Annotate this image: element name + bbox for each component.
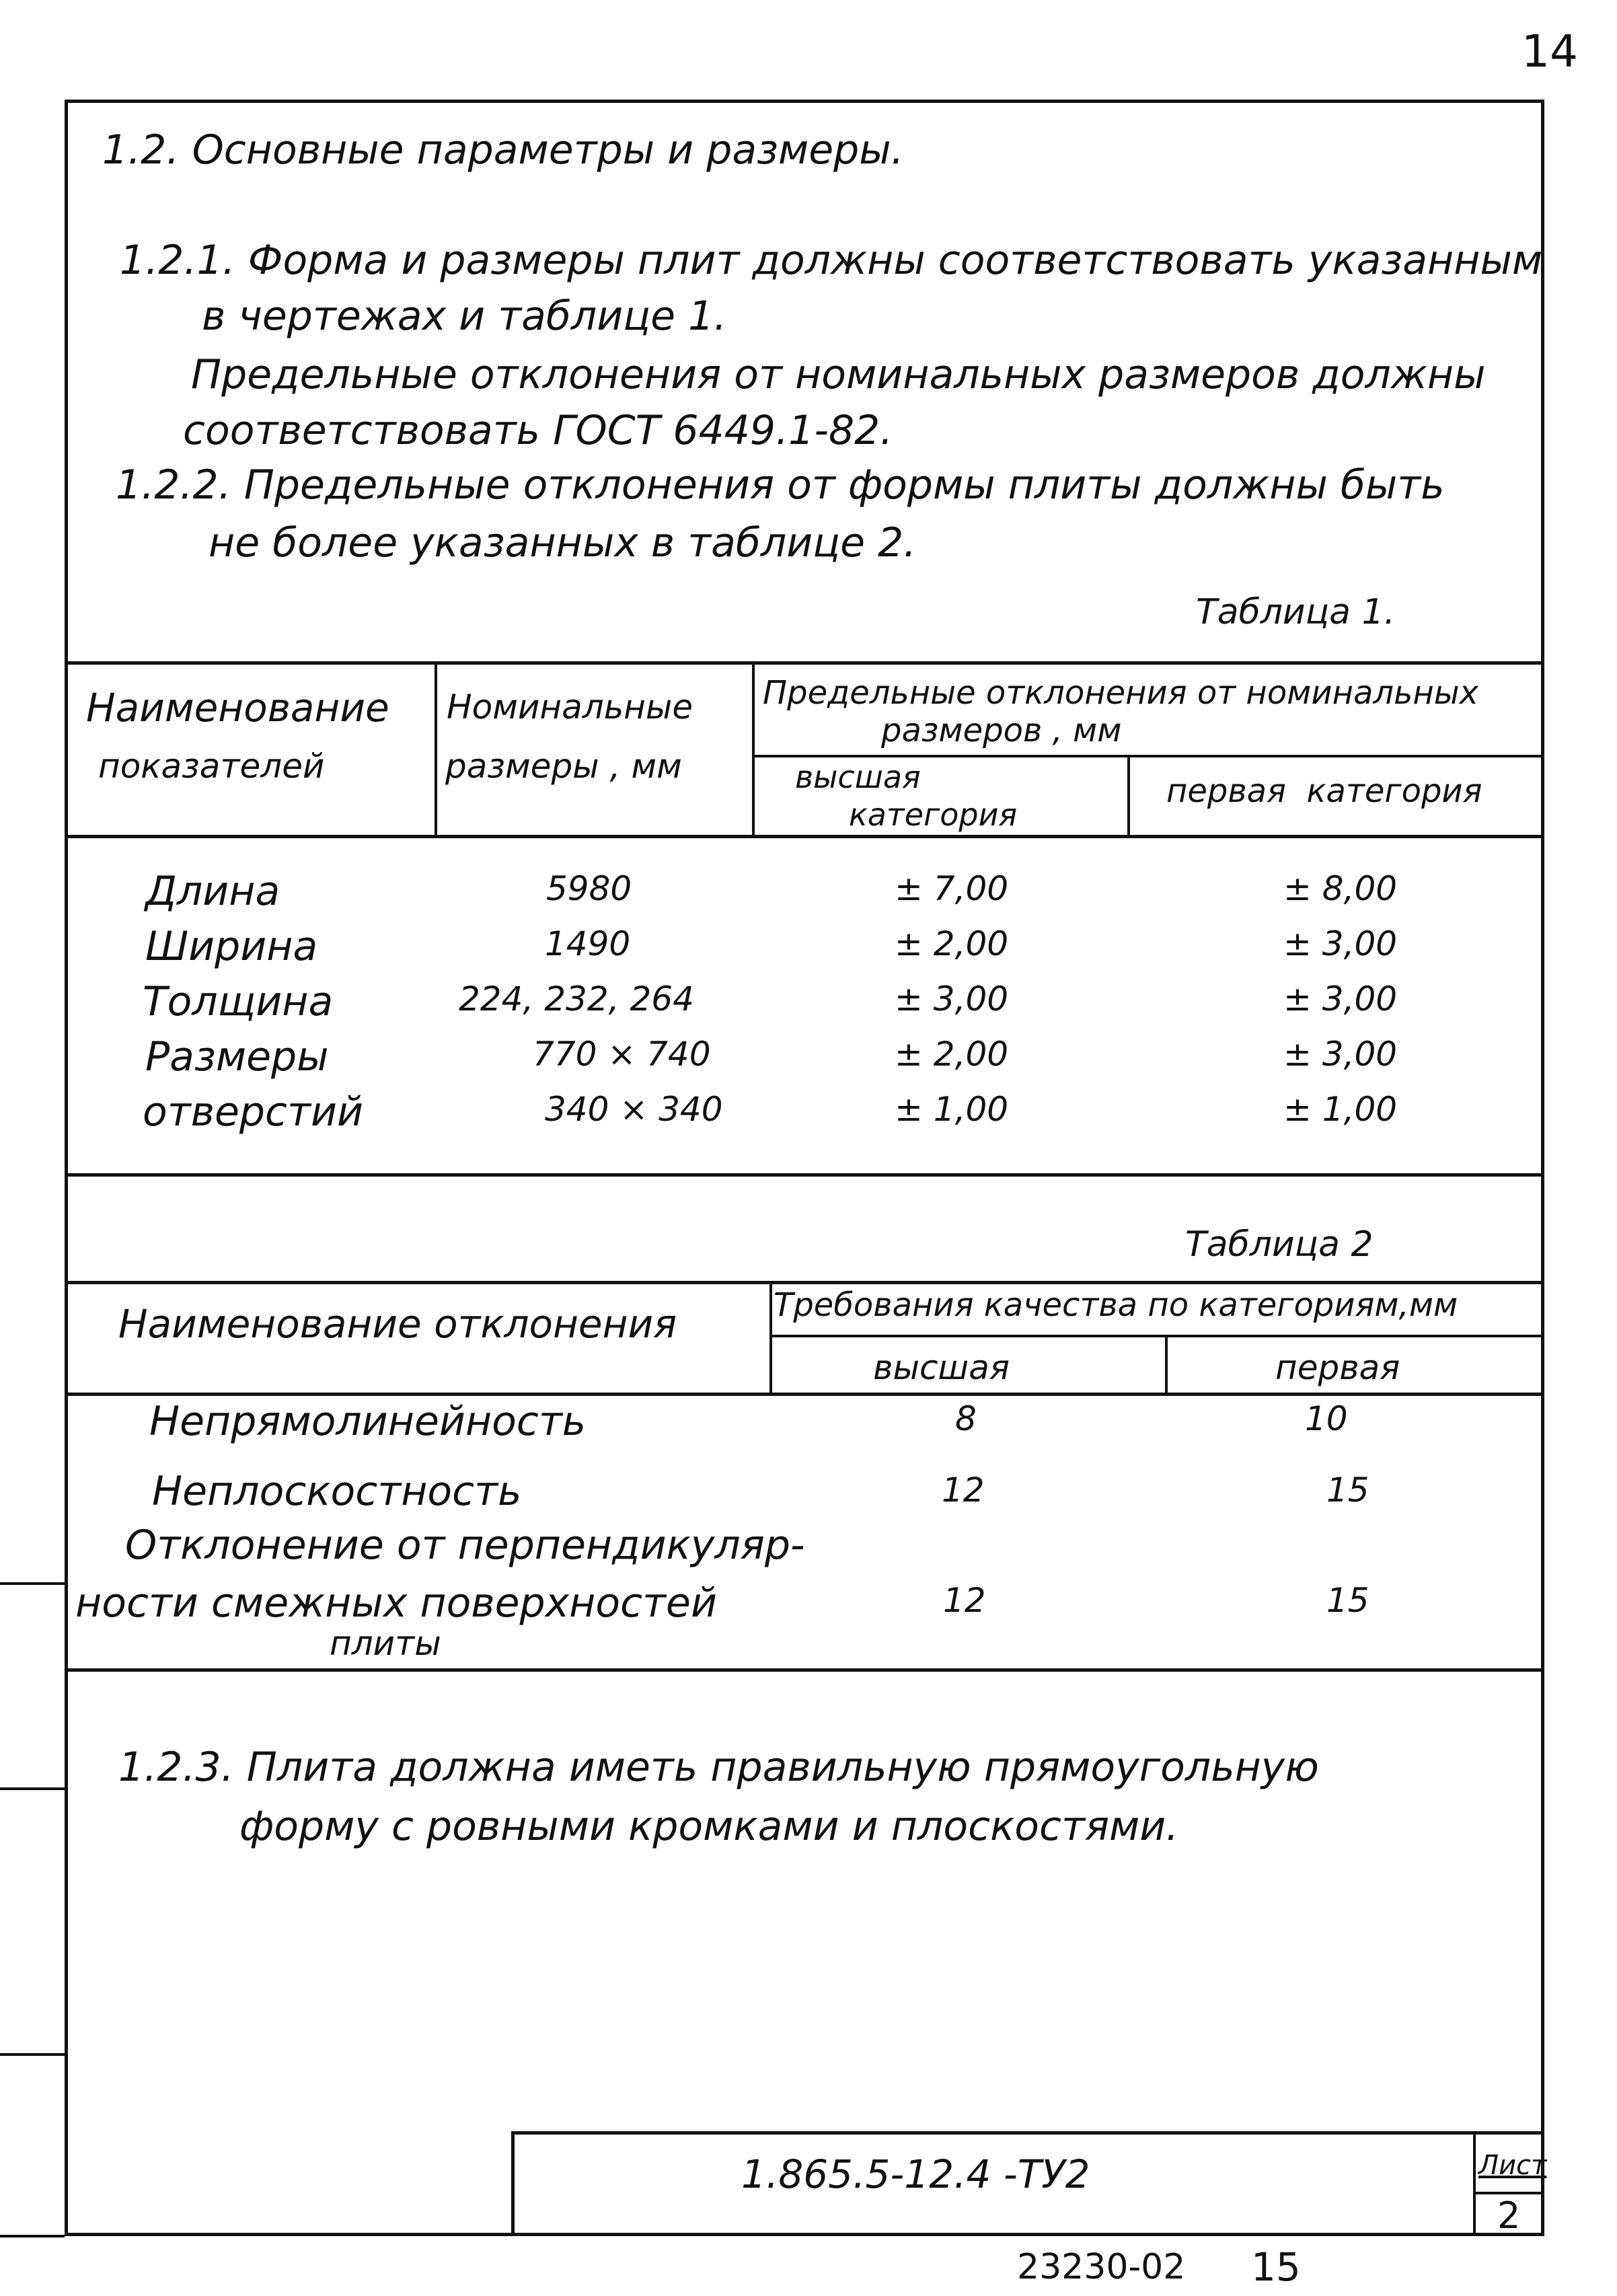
table2-caption: Таблица 2 xyxy=(1185,1224,1374,1265)
table1-header-deviations: Предельные отклонения от номинальных xyxy=(763,674,1479,712)
table2-row-name: ности смежных поверхностей xyxy=(75,1580,717,1627)
table1-header-name: показателей xyxy=(98,747,325,786)
table2-header-highest: высшая xyxy=(873,1348,1010,1387)
table1-row-first: ± 1,00 xyxy=(1283,1090,1398,1129)
table2-row-first: 15 xyxy=(1326,1471,1369,1510)
table1-row-highest: ± 1,00 xyxy=(895,1090,1009,1129)
table1-row-nominal: 1490 xyxy=(545,924,631,963)
table1-row-nominal: 224, 232, 264 xyxy=(459,979,694,1019)
table2-header-rule xyxy=(65,1393,1544,1396)
table1-row-name: Длина xyxy=(145,868,280,915)
table2-bottom-rule xyxy=(65,1668,1544,1672)
table1-header-deviations: размеров , мм xyxy=(881,712,1122,749)
table2-row-name: Отклонение от перпендикуляр- xyxy=(125,1522,805,1569)
table1-header-nominal: размеры , мм xyxy=(445,747,682,786)
table2-row-first: 15 xyxy=(1326,1581,1369,1620)
table1-row-first: ± 3,00 xyxy=(1283,1035,1398,1074)
para-121-line: Предельные отклонения от номинальных размеров должны xyxy=(191,351,1486,398)
table1-row-nominal: 5980 xyxy=(546,869,632,908)
bottom-page-number: 15 xyxy=(1251,2244,1301,2290)
table2-row-first: 10 xyxy=(1305,1399,1348,1438)
table1-row-name: Ширина xyxy=(145,923,318,970)
section-heading: 1.2. Основные параметры и размеры. xyxy=(102,126,904,174)
table1-bottom-rule xyxy=(65,1173,1544,1177)
para-123-line: 1.2.3. Плита должна иметь правильную прямоугольную xyxy=(118,1744,1319,1791)
table1-subheader-rule xyxy=(753,755,1544,757)
table1-row-name: отверстий xyxy=(143,1088,363,1136)
table2-row-highest: 8 xyxy=(955,1399,977,1438)
margin-tick xyxy=(0,2053,65,2056)
table2-row-highest: 12 xyxy=(942,1471,985,1510)
table1-row-first: ± 3,00 xyxy=(1283,979,1398,1019)
table1-header-first: первая категория xyxy=(1166,772,1482,810)
table1-col-divider xyxy=(752,661,755,836)
table2-col-divider xyxy=(1165,1335,1168,1394)
table1-row-name: Толщина xyxy=(143,978,334,1025)
table1-row-first: ± 3,00 xyxy=(1283,924,1398,963)
table1-header-rule xyxy=(65,835,1544,838)
table2-row-name: плиты xyxy=(330,1624,441,1663)
margin-tick xyxy=(0,1787,65,1790)
table1-row-nominal: 340 × 340 xyxy=(545,1090,723,1129)
table1-col-divider xyxy=(1127,755,1130,836)
table1-row-highest: ± 2,00 xyxy=(895,1035,1009,1074)
table1-col-divider xyxy=(435,661,437,836)
margin-tick xyxy=(0,1582,65,1585)
table1-caption: Таблица 1. xyxy=(1196,592,1396,632)
table1-row-first: ± 8,00 xyxy=(1283,869,1398,908)
table2-header-name: Наименование отклонения xyxy=(118,1301,677,1347)
sheet-label: Лист xyxy=(1478,2150,1547,2181)
para-121-line: 1.2.1. Форма и размеры плит должны соответствовать указанным xyxy=(120,237,1543,284)
table2-col-divider xyxy=(769,1281,772,1394)
table1-row-name: Размеры xyxy=(145,1033,329,1080)
para-121-line: в чертежах и таблице 1. xyxy=(202,293,727,340)
table2-row-name: Неплоскостность xyxy=(152,1468,522,1515)
document-designation: 1.865.5-12.4 -ТУ2 xyxy=(741,2151,1090,2197)
table1-top-rule xyxy=(65,661,1544,665)
table1-header-nominal: Номинальные xyxy=(447,688,693,727)
table2-header-first: первая xyxy=(1275,1348,1400,1387)
table2-row-highest: 12 xyxy=(943,1581,986,1620)
margin-tick xyxy=(0,2235,65,2237)
table2-header-requirements: Требования качества по категориям,мм xyxy=(774,1286,1458,1324)
sheet-number: 2 xyxy=(1497,2194,1521,2237)
para-122-line: не более указанных в таблице 2. xyxy=(209,519,917,566)
table1-row-nominal: 770 × 740 xyxy=(533,1035,711,1074)
table2-row-name: Непрямолинейность xyxy=(149,1398,587,1445)
table1-header-name: Наименование xyxy=(86,685,389,731)
para-123-line: форму с ровными кромками и плоскостями. xyxy=(239,1803,1179,1850)
table1-row-highest: ± 2,00 xyxy=(895,924,1009,963)
table1-header-highest: категория xyxy=(849,797,1018,833)
sheet-cell-divider xyxy=(1473,2131,1476,2236)
table2-top-rule xyxy=(65,1281,1544,1284)
page-number-top: 14 xyxy=(1521,26,1578,77)
table2-header-sub-rule xyxy=(771,1335,1544,1337)
table1-row-highest: ± 3,00 xyxy=(895,979,1009,1019)
para-122-line: 1.2.2. Предельные отклонения от формы плиты должны быть xyxy=(116,461,1445,509)
bottom-code: 23230-02 xyxy=(1017,2247,1186,2287)
table1-header-highest: высшая xyxy=(795,759,921,795)
para-121-line: соответствовать ГОСТ 6449.1-82. xyxy=(183,407,893,454)
table1-row-highest: ± 7,00 xyxy=(895,869,1009,908)
